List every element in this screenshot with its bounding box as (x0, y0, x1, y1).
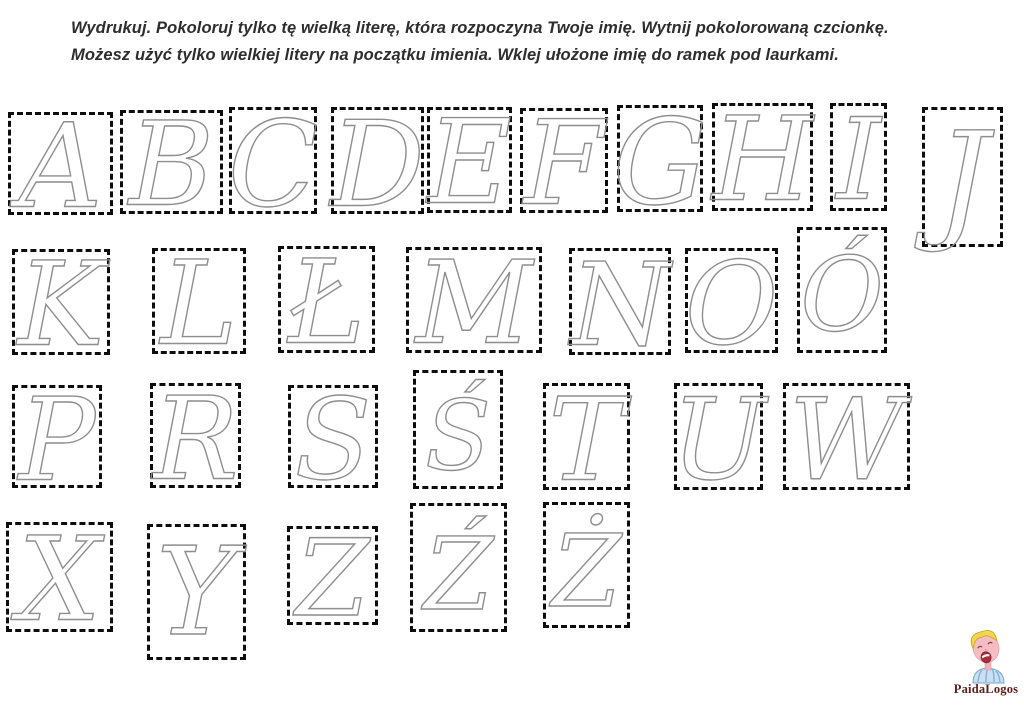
letter-X: X (18, 512, 101, 648)
letter-box-M (406, 236, 542, 370)
letter-box-W (783, 374, 910, 505)
letter-box-A (8, 98, 113, 234)
letter-box-I (830, 95, 887, 226)
instructions-line-2: Możesz użyć tylko wielkiej litery na początku imienia. Wklej ułożone imię do ramek pod laurkami. (71, 46, 839, 64)
letter-C: C (227, 95, 319, 234)
letter-O: O (684, 236, 779, 370)
letter-Ś: Ś (425, 379, 491, 492)
letter-N: N (570, 237, 670, 371)
letter-Ź: Ź (423, 515, 494, 633)
letter-box-C (227, 95, 319, 234)
instructions-line-1: Wydrukuj. Pokoloruj tylko tę wielką literę, która rozpoczyna Twoje imię. Wytnij pokolorowaną czcionkę. (71, 19, 889, 37)
letter-box-Ź (410, 503, 507, 632)
letter-Ż: Ż (551, 513, 622, 630)
letter-box-N (569, 237, 671, 371)
paidalogos-logo (948, 624, 1024, 704)
letter-box-Ó (797, 227, 887, 356)
letter-R: R (152, 371, 239, 505)
letter-box-O (684, 236, 779, 370)
letter-U: U (671, 374, 766, 505)
letter-box-K (12, 237, 110, 373)
letter-D: D (330, 95, 425, 234)
letter-box-Ł (278, 234, 375, 370)
letter-box-F (520, 95, 608, 231)
logo-text: PaidaLogos (953, 682, 1019, 696)
letter-S: S (294, 374, 372, 505)
letter-Ó: Ó (800, 236, 884, 356)
letter-H: H (711, 92, 814, 228)
letter-box-T (543, 372, 630, 506)
letter-box-P (12, 372, 102, 506)
letter-P: P (18, 372, 96, 506)
letter-box-H (711, 92, 814, 228)
letter-W: W (788, 374, 905, 505)
letter-J: J (936, 103, 989, 256)
letter-T: T (548, 372, 625, 506)
letter-G: G (612, 93, 708, 232)
letter-E: E (427, 95, 512, 231)
letter-box-D (330, 95, 425, 234)
letter-box-X (6, 512, 113, 648)
letter-Ł: Ł (287, 234, 366, 370)
letter-A: A (18, 98, 103, 234)
letter-F: F (523, 95, 605, 231)
letter-box-S (288, 374, 378, 505)
letter-M: M (415, 236, 533, 370)
letter-I: I (836, 95, 881, 226)
letter-Z: Z (295, 516, 370, 640)
letter-box-Ż (543, 502, 630, 628)
laughing-boy-icon (960, 624, 1012, 684)
letter-box-Y (147, 521, 246, 663)
letter-K: K (17, 237, 105, 373)
letter-box-R (150, 371, 241, 505)
letter-Y: Y (156, 521, 237, 663)
letter-box-Ś (413, 370, 503, 492)
letter-box-B (120, 97, 223, 233)
letter-box-E (427, 95, 512, 231)
letter-box-U (671, 374, 766, 505)
letter-L: L (160, 236, 238, 372)
letter-B: B (128, 97, 215, 233)
letter-box-G (612, 93, 708, 232)
letter-box-J (922, 103, 1003, 256)
letter-box-Z (287, 516, 378, 640)
letter-box-L (152, 236, 246, 372)
